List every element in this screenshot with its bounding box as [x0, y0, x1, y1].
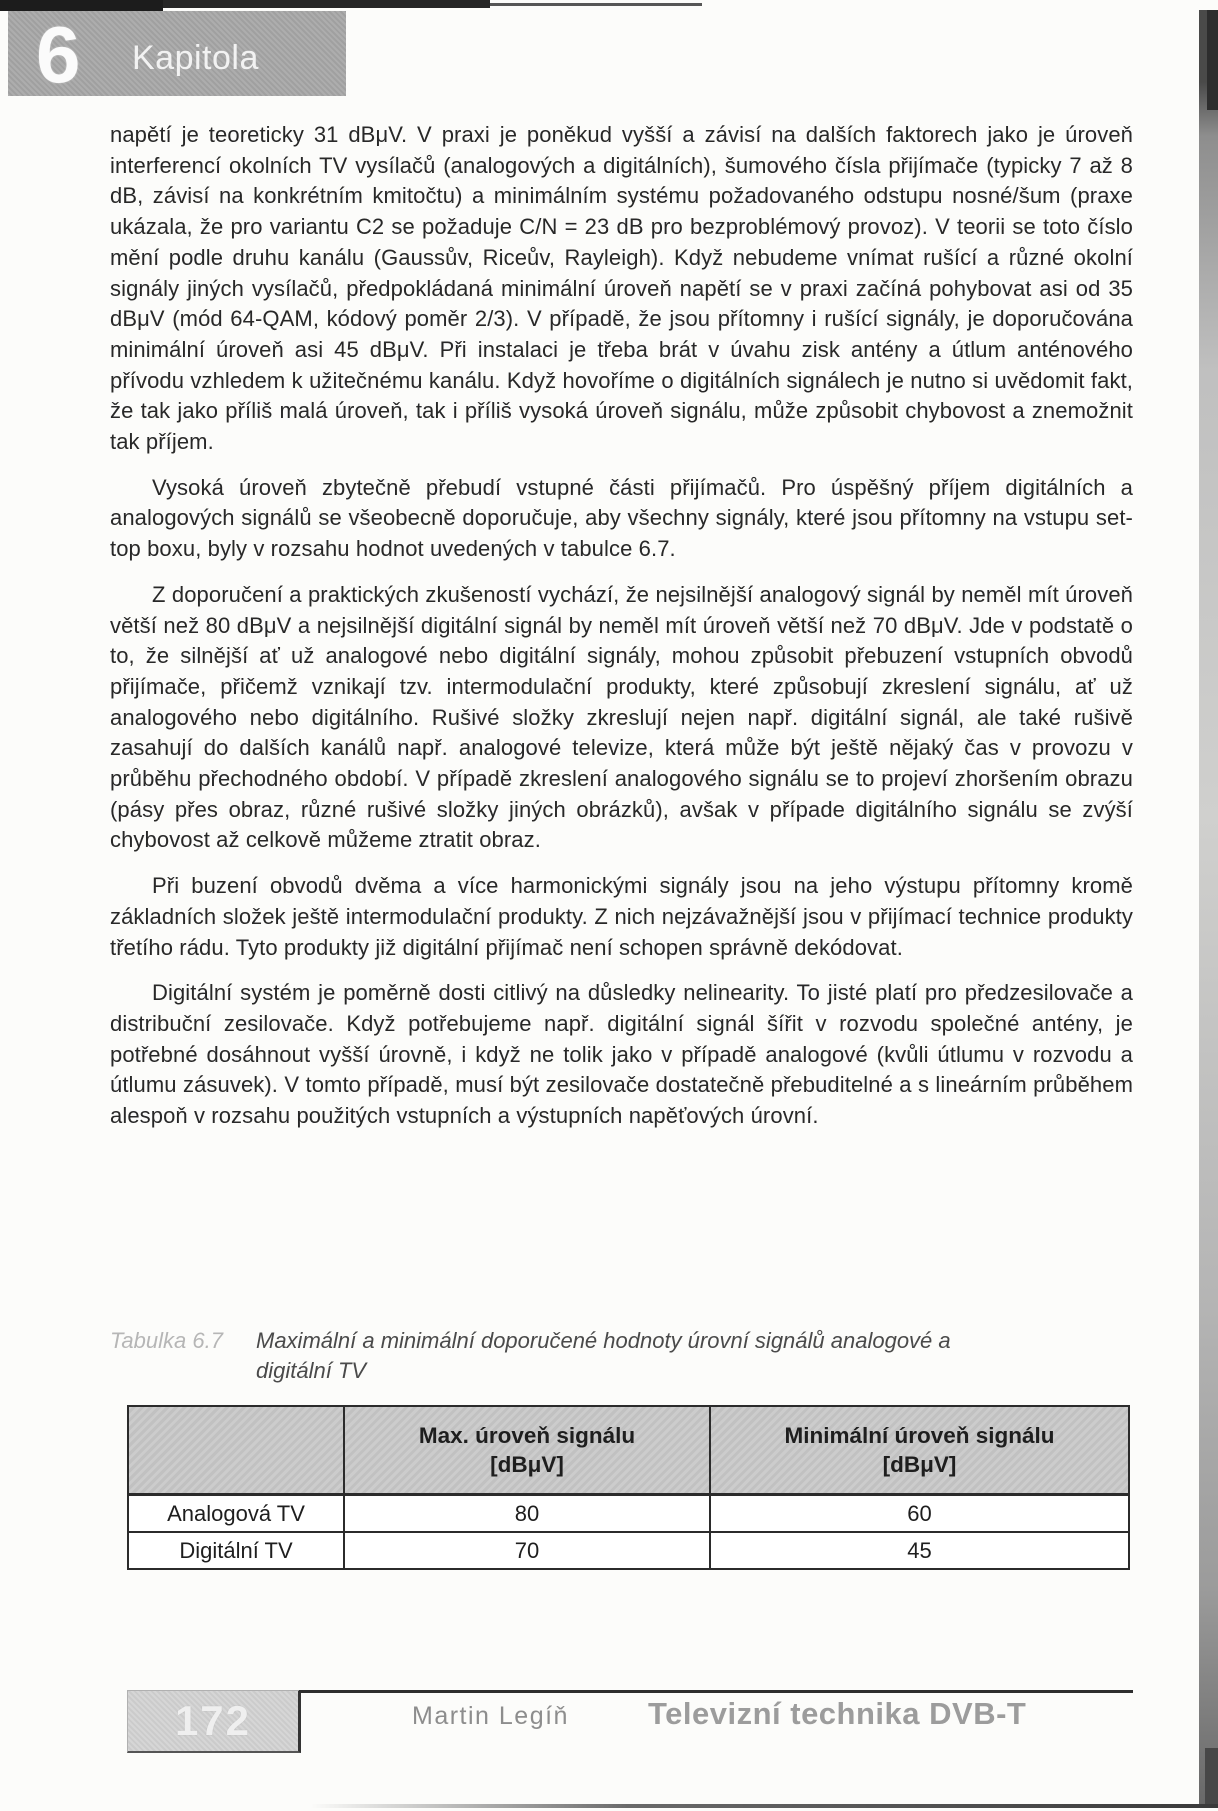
chapter-banner: [8, 10, 346, 99]
paragraph-1: napětí je teoreticky 31 dBμV. V praxi je poněkud vyšší a závisí na dalších faktorech jako je úroveň interferencí okolních TV vysílačů (analogových a digitálních), šumového čísla přijímače (typicky 7 až 8 dB, závisí na konkrétním kmitočtu) a minimálním systému požadovaného odstupu nosné/šum (praxe ukázala, že pro variantu C2 se požaduje C/N = 23 dB pro bezproblémový provoz). V teorii se toto číslo mění podle druhu kanálu (Gaussův, Riceův, Rayleigh). Když nebudeme vnímat rušící a různé okolní signály jiných vysílačů, předpokládaná minimální úroveň napětí se v praxi začíná pohybovat asi od 35 dBμV (mód 64-QAM, kódový poměr 2/3). V případě, že jsou přítomny i rušící signály, je doporučována minimální úroveň asi 45 dBμV. Při instalaci je třeba brát v úvahu zisk antény a útlum anténového přívodu vzhledem k užitečnému kanálu. Když hovoříme o digitálních signálech je nutno si uvědomit fakt, že tak jako příliš malá úroveň, tak i příliš vysoká úroveň signálu, může způsobit chybovost a znemožnit tak příjem.: [110, 122, 1133, 455]
scan-artifact-right-edge: [1199, 10, 1218, 1805]
table-row-digital: [128, 1532, 1129, 1569]
footer-author: Martin Legíň: [412, 1702, 569, 1730]
table-header-max-line1: Max. úroveň signálu: [418, 1423, 636, 1448]
footer-book-title: Televizní technika DVB-T: [648, 1696, 1027, 1731]
footer-rule: [299, 1690, 1133, 1693]
scan-artifact-right-edge-bottom: [1205, 1748, 1218, 1808]
table-row-analog: [128, 1495, 1129, 1533]
scan-artifact-top-bar-thick: [0, 0, 163, 11]
table-header-max: [344, 1406, 710, 1495]
table-header-row: [128, 1406, 1129, 1495]
scan-artifact-top-bar: [163, 0, 490, 8]
chapter-number: 6: [36, 10, 81, 99]
paragraph-4: Při buzení obvodů dvěma a více harmonickými signály jsou na jeho výstupu přítomny kromě základních složek ještě intermodulační produkty. Z nich nejzávažnější jsou v přijímací technice produkty třetího rádu. Tyto produkty již digitální přijímač není schopen správně dekódovat.: [110, 873, 1133, 960]
table-header-max-line2: [dBμV]: [490, 1452, 564, 1477]
signal-levels-table: [127, 1405, 1130, 1570]
cell-max-digital: 70: [344, 1532, 710, 1569]
page-number: 172: [174, 1697, 252, 1744]
paragraph-3: Z doporučení a praktických zkušeností vychází, že nejsilnější analogový signál by neměl mít úroveň větší než 80 dBμV a nejsilnější digitální signál by neměl mít úroveň větší než 70 dBμV. Jde v podstatě o to, že silnější ať už analogové nebo digitální signály, mohou způsobit přebuzení vstupních obvodů přijímače, přičemž vznikají tzv. intermodulační produkty, které způsobují zkreslení signálu, ať už analogového nebo digitálního. Rušivé složky zkreslují nejen např. digitální signál, ale také rušivě zasahují do dalších kanálů např. analogové televize, která může být ještě nějaký čas v provozu v průběhu přechodného období. V případě zkreslení analogového signálu se to projeví zhoršením obrazu (pásy přes obraz, různé rušivé složky jiných obrázků), avšak v případe digitálního signálu se zvýší chybovost až celkově můžeme ztratit obraz.: [110, 581, 1133, 853]
table-caption-label: Tabulka 6.7: [110, 1328, 223, 1353]
scan-artifact-top-line: [490, 3, 702, 6]
page-number-box: [127, 1690, 301, 1753]
scan-artifact-right-edge-top: [1207, 10, 1218, 110]
table-caption: [110, 1326, 1030, 1386]
cell-min-analog: 60: [710, 1495, 1129, 1533]
table-header-min: [710, 1406, 1129, 1495]
table-header-min-line2: [dBμV]: [882, 1452, 957, 1477]
paragraph-5: Digitální systém je poměrně dosti citlivý na důsledky nelinearity. To jisté platí pro předzesilovače a distribuční zesilovače. Když potřebujeme např. digitální signál šířit v rozvodu společné antény, je potřebné dosáhnout vyšší úrovně, i když ne tolik jako v případě analogové (kvůli útlumu v rozvodu a útlumu zásuvek). V tomto případě, musí být zesilovače dostatečně přebuditelné a s lineárním průběhem alespoň v rozsahu použitých vstupních a výstupních napěťových úrovní.: [110, 980, 1133, 1129]
scan-artifact-bottom-edge: [310, 1804, 1218, 1808]
chapter-label: Kapitola: [132, 39, 259, 77]
table-header-empty: [128, 1406, 344, 1495]
body-text: [110, 120, 1133, 1147]
row-label: Digitální TV: [128, 1532, 344, 1569]
cell-max-analog: 80: [344, 1495, 710, 1533]
table-header-min-line1: Minimální úroveň signálu: [784, 1423, 1055, 1448]
row-label: Analogová TV: [128, 1495, 344, 1533]
cell-min-digital: 45: [710, 1532, 1129, 1569]
table-caption-text: Maximální a minimální doporučené hodnoty úrovní signálů analogové a digitální TV: [256, 1328, 951, 1383]
paragraph-2: Vysoká úroveň zbytečně přebudí vstupné části přijímačů. Pro úspěšný příjem digitálních a analogových signálů se všeobecně doporučuje, aby všechny signály, které jsou přítomny na vstupu set-top boxu, byly v rozsahu hodnot uvedených v tabulce 6.7.: [110, 474, 1133, 562]
